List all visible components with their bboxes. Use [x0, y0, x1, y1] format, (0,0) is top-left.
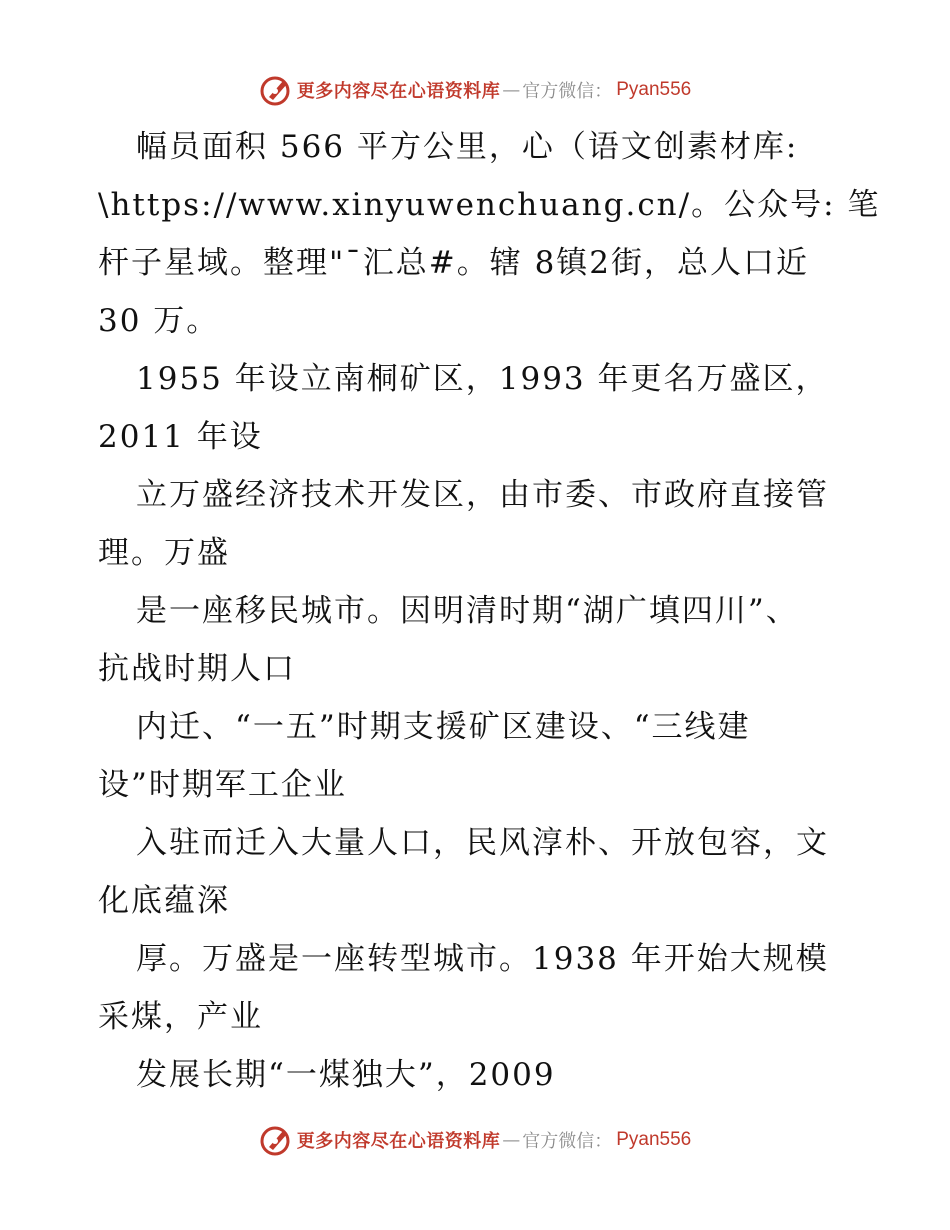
text-line: 立万盛经济技术开发区，由市委、市政府直接管 — [136, 477, 829, 513]
text-line: 发展长期“一煤独大”，2009 — [136, 1057, 556, 1093]
text-line: 理。万盛 — [98, 535, 230, 571]
pen-logo-icon — [259, 73, 293, 107]
watermark-separator: — — [502, 1129, 521, 1151]
watermark-footer — [0, 1120, 950, 1160]
document-body — [98, 118, 881, 1104]
text-line: 设”时期军工企业 — [98, 767, 347, 803]
watermark-tail-text: 官方微信： — [522, 81, 613, 102]
text-line: 1955 年设立南桐矿区，1993 年更名万盛区， — [136, 361, 829, 397]
text-line: 幅员面积 566 平方公里，心（语文创素材库: — [136, 129, 799, 165]
text-line: 化底蕴深 — [98, 883, 230, 919]
text-line: 2011 年设 — [98, 419, 263, 455]
text-line: 入驻而迁入大量人口，民风淳朴、开放包容，文 — [136, 825, 829, 861]
watermark-main-text: 更多内容尽在心语资料库 — [296, 1131, 501, 1152]
watermark-tail-text: 官方微信： — [522, 1131, 613, 1152]
text-line: 杆子星域。整理"¯汇总#。辖 8镇2街，总人口近 — [98, 245, 810, 281]
watermark-wechat-id: Pyan556 — [616, 79, 692, 100]
text-line: 内迁、“一五”时期支援矿区建设、“三线建 — [136, 709, 751, 745]
watermark-header — [0, 70, 950, 110]
watermark-main-text: 更多内容尽在心语资料库 — [296, 81, 501, 102]
text-line: 30 万。 — [98, 303, 220, 339]
watermark-wechat-id: Pyan556 — [616, 1129, 692, 1150]
text-line: 采煤，产业 — [98, 999, 263, 1035]
text-line: 是一座移民城市。因明清时期“湖广填四川”、 — [136, 593, 799, 629]
watermark-separator: — — [502, 79, 521, 101]
text-line: 厚。万盛是一座转型城市。1938 年开始大规模 — [136, 941, 829, 977]
text-line: \https://www.xinyuwenchuang.cn/。公众号: 笔 — [98, 187, 881, 223]
text-line: 抗战时期人口 — [98, 651, 296, 687]
pen-logo-icon — [259, 1123, 293, 1157]
